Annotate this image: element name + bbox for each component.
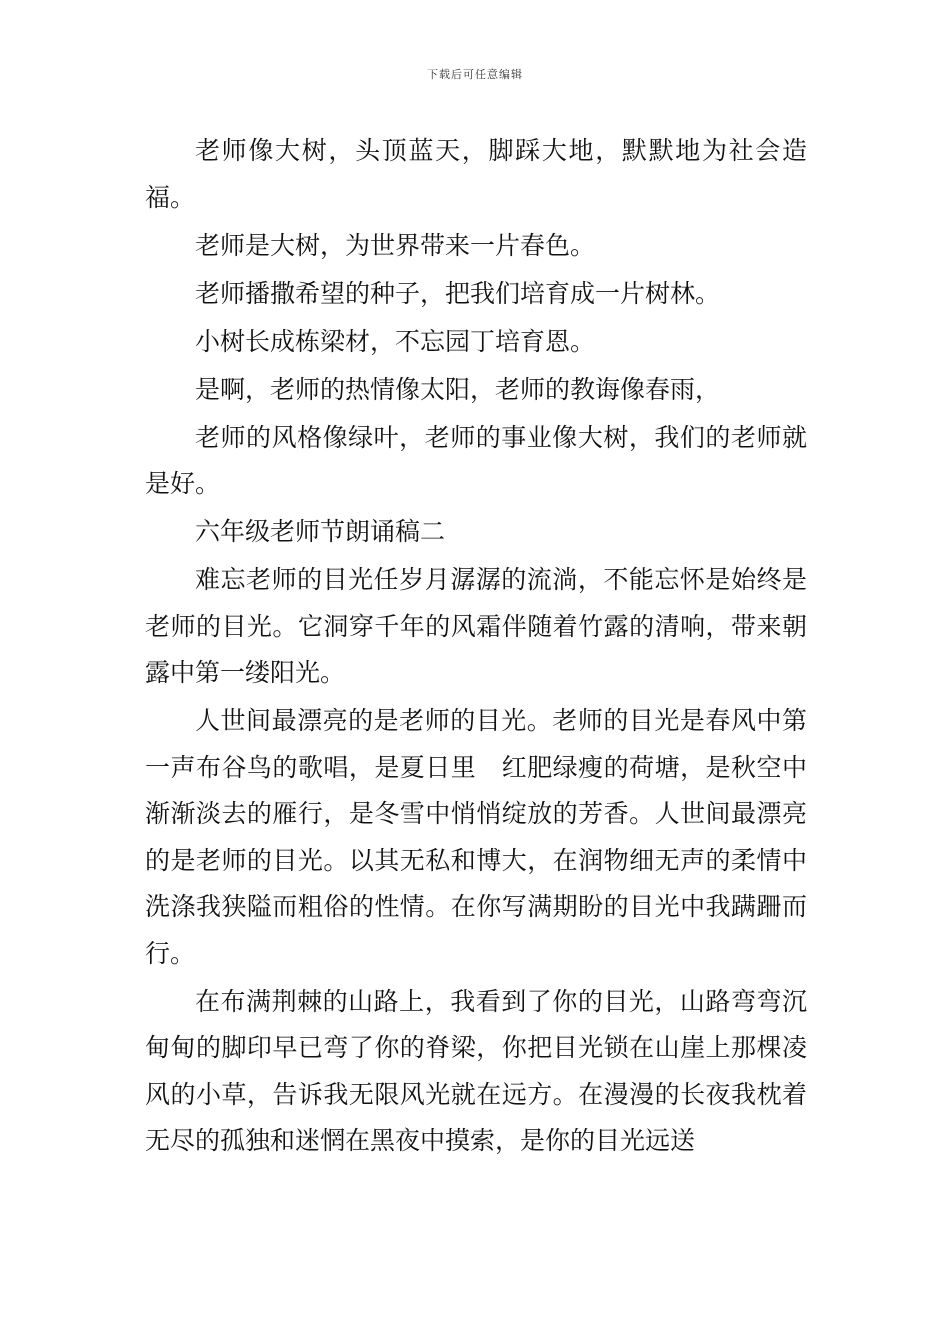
paragraph: 人世间最漂亮的是老师的目光。老师的目光是春风中第一声布谷鸟的歌唱，是夏日里 红肥绿瘦的荷塘，是秋空中渐渐淡去的雁行，是冬雪中悄悄绽放的芳香。人世间最漂亮的是老师的目光。以其无私和博大，在润物细无声的柔情中洗涤我狭隘而粗俗的性情。在你写满期盼的目光中我蹒跚而行。 (145, 706, 807, 968)
paragraph: 老师的风格像绿叶，老师的事业像大树，我们的老师就是好。 (145, 422, 807, 498)
paragraph: 在布满荆棘的山路上，我看到了你的目光，山路弯弯沉甸甸的脚印早已弯了你的脊梁，你把目光锁在山崖上那棵凌风的小草，告诉我无限风光就在远方。在漫漫的长夜我枕着无尽的孤独和迷惘在黑夜中摸索，是你的目光远送 (145, 986, 807, 1155)
paragraph: 难忘老师的目光任岁月潺潺的流淌，不能忘怀是始终是老师的目光。它洞穿千年的风霜伴随着竹露的清响，带来朝露中第一缕阳光。 (145, 565, 807, 687)
document-body (145, 128, 807, 1165)
paragraph: 老师播撒希望的种子，把我们培育成一片树林。 (195, 278, 721, 308)
paragraph: 老师像大树，头顶蓝天，脚踩大地，默默地为社会造福。 (145, 136, 807, 212)
paragraph: 是啊，老师的热情像太阳，老师的教诲像春雨， (195, 374, 721, 404)
paragraph: 老师是大树，为世界带来一片春色。 (195, 230, 596, 260)
paragraph: 小树长成栋梁材，不忘园丁培育恩。 (195, 326, 596, 356)
section-heading: 六年级老师节朗诵稿二 (195, 517, 446, 546)
page-header: 下载后可任意编辑 (427, 68, 523, 81)
